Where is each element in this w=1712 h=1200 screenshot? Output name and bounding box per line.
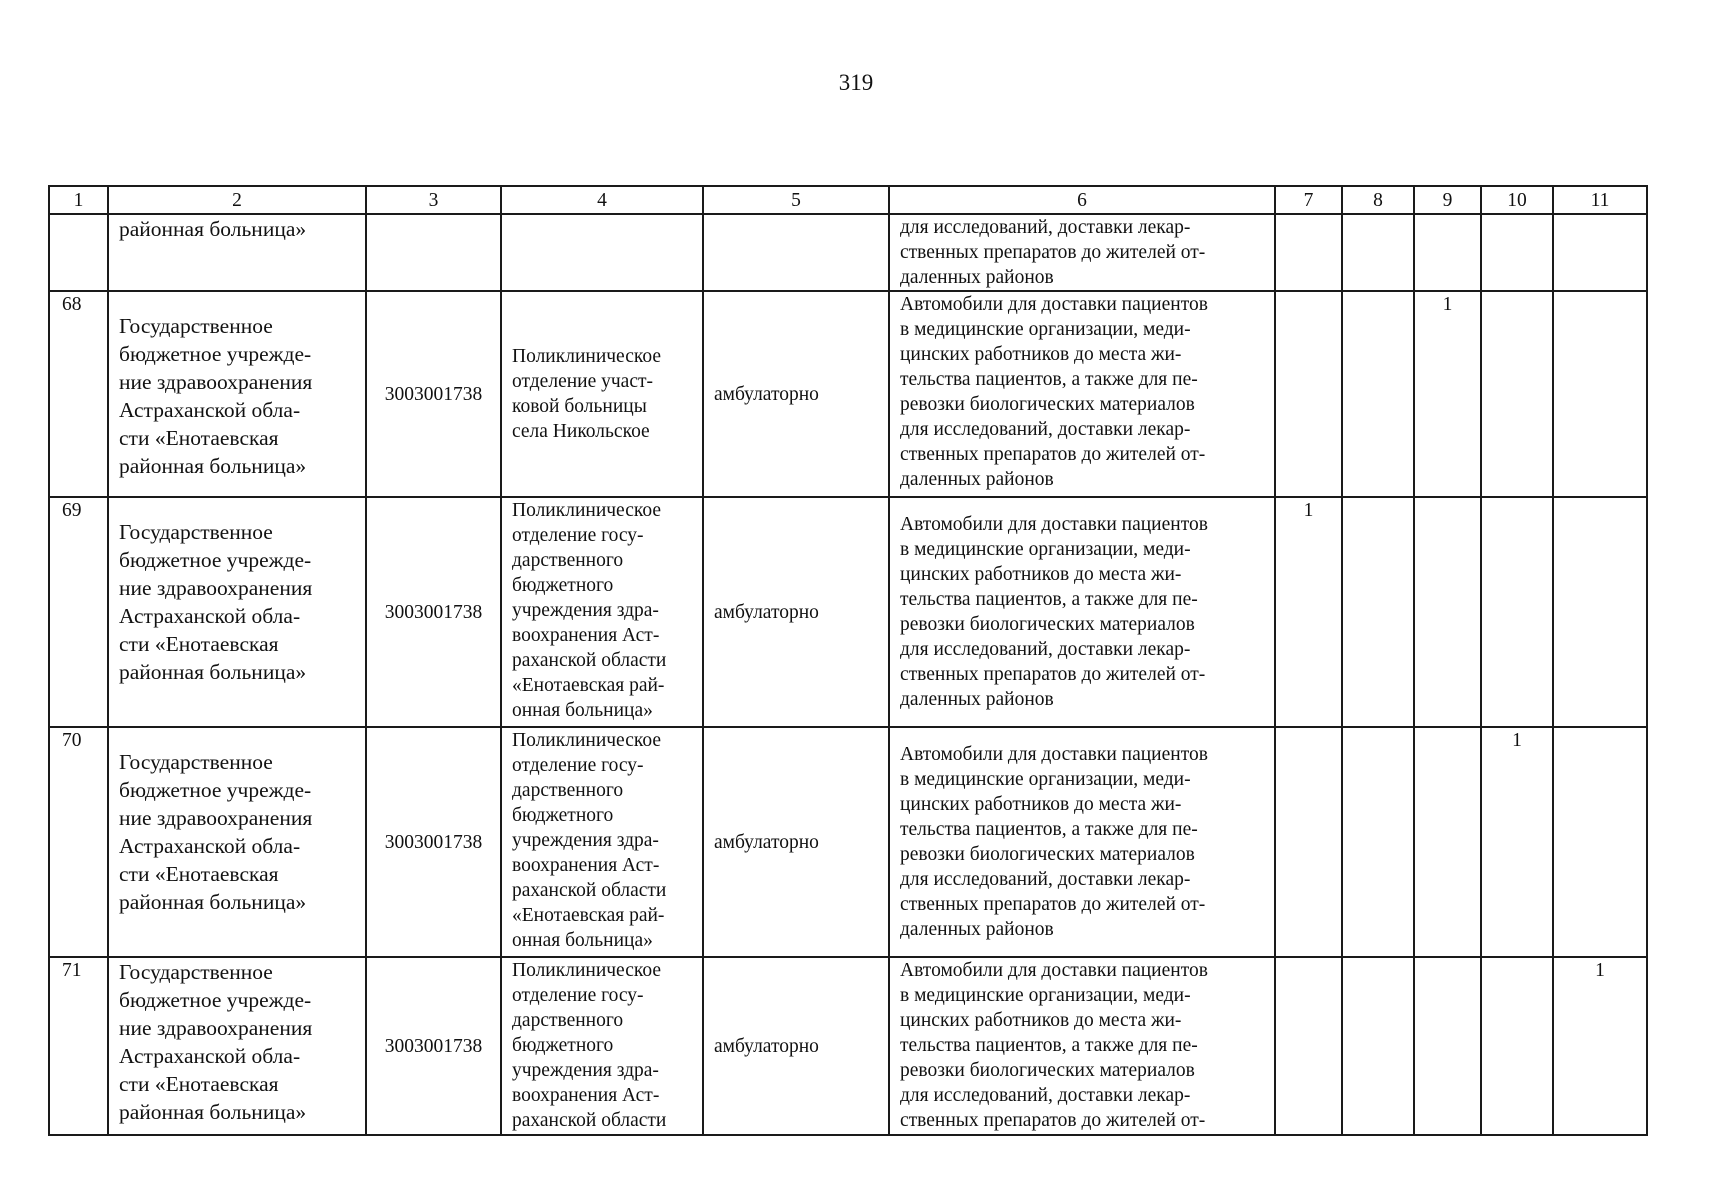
count-cell-11: 1 bbox=[1553, 957, 1647, 1135]
column-header-11: 11 bbox=[1553, 186, 1647, 214]
purpose-cell: Автомобили для доставки пациентов в медицинские организации, меди- цинских работников до места жи- тельства пациентов, а также для пе- ревозки биологических материалов для исследований, доставки лекар- ственных препаратов до жителей от- даленных районов bbox=[889, 497, 1275, 727]
column-header-7: 7 bbox=[1275, 186, 1342, 214]
count-cell-9 bbox=[1414, 214, 1481, 291]
organization-cell: Государственное бюджетное учрежде- ние здравоохранения Астраханской обла- сти «Енотаевская районная больница» bbox=[108, 291, 366, 497]
department-cell bbox=[501, 214, 703, 291]
column-header-5: 5 bbox=[703, 186, 889, 214]
row-number-cell: 70 bbox=[49, 727, 108, 957]
organization-cell: Государственное бюджетное учрежде- ние здравоохранения Астраханской обла- сти «Енотаевская районная больница» bbox=[108, 497, 366, 727]
continuation-row bbox=[49, 214, 1647, 291]
organization-cell: районная больница» bbox=[108, 214, 366, 291]
table-row bbox=[49, 727, 1647, 957]
count-cell-10 bbox=[1481, 497, 1553, 727]
count-cell-8 bbox=[1342, 497, 1414, 727]
count-cell-10 bbox=[1481, 957, 1553, 1135]
inn-cell: 3003001738 bbox=[366, 727, 501, 957]
care-form-cell: амбулаторно bbox=[703, 497, 889, 727]
column-header-6: 6 bbox=[889, 186, 1275, 214]
count-cell-10 bbox=[1481, 214, 1553, 291]
department-cell: Поликлиническое отделение госу- дарственного бюджетного учреждения здра- воохранения Аст- раханской области «Енотаевская рай- онная больница» bbox=[501, 497, 703, 727]
page-number: 319 bbox=[838, 70, 874, 95]
count-cell-11 bbox=[1553, 727, 1647, 957]
count-cell-8 bbox=[1342, 727, 1414, 957]
row-number-cell: 71 bbox=[49, 957, 108, 1135]
organization-cell: Государственное бюджетное учрежде- ние здравоохранения Астраханской обла- сти «Енотаевская районная больница» bbox=[108, 957, 366, 1135]
inn-cell: 3003001738 bbox=[366, 291, 501, 497]
care-form-cell: амбулаторно bbox=[703, 727, 889, 957]
department-cell: Поликлиническое отделение госу- дарственного бюджетного учреждения здра- воохранения Аст- раханской области bbox=[501, 957, 703, 1135]
column-header-2: 2 bbox=[108, 186, 366, 214]
inn-cell: 3003001738 bbox=[366, 957, 501, 1135]
count-cell-9: 1 bbox=[1414, 291, 1481, 497]
table-row bbox=[49, 291, 1647, 497]
vehicle-allocation-table bbox=[48, 185, 1648, 1136]
count-cell-11 bbox=[1553, 291, 1647, 497]
count-cell-8 bbox=[1342, 214, 1414, 291]
count-cell-9 bbox=[1414, 497, 1481, 727]
count-cell-7: 1 bbox=[1275, 497, 1342, 727]
column-header-3: 3 bbox=[366, 186, 501, 214]
row-number-cell: 68 bbox=[49, 291, 108, 497]
count-cell-7 bbox=[1275, 291, 1342, 497]
purpose-cell: Автомобили для доставки пациентов в медицинские организации, меди- цинских работников до места жи- тельства пациентов, а также для пе- ревозки биологических материалов для исследований, доставки лекар- ственных препаратов до жителей от- даленных районов bbox=[889, 291, 1275, 497]
purpose-cell: Автомобили для доставки пациентов в медицинские организации, меди- цинских работников до места жи- тельства пациентов, а также для пе- ревозки биологических материалов для исследований, доставки лекар- ственных препаратов до жителей от- даленных районов bbox=[889, 727, 1275, 957]
count-cell-7 bbox=[1275, 214, 1342, 291]
column-header-8: 8 bbox=[1342, 186, 1414, 214]
count-cell-11 bbox=[1553, 214, 1647, 291]
header-row bbox=[49, 186, 1647, 214]
count-cell-10 bbox=[1481, 291, 1553, 497]
care-form-cell bbox=[703, 214, 889, 291]
count-cell-7 bbox=[1275, 957, 1342, 1135]
column-header-10: 10 bbox=[1481, 186, 1553, 214]
count-cell-9 bbox=[1414, 957, 1481, 1135]
row-number-cell: 69 bbox=[49, 497, 108, 727]
inn-cell: 3003001738 bbox=[366, 497, 501, 727]
count-cell-11 bbox=[1553, 497, 1647, 727]
department-cell: Поликлиническое отделение участ- ковой больницы села Никольское bbox=[501, 291, 703, 497]
purpose-cell: для исследований, доставки лекар- ственных препаратов до жителей от- даленных районов bbox=[889, 214, 1275, 291]
column-header-4: 4 bbox=[501, 186, 703, 214]
table-row bbox=[49, 957, 1647, 1135]
count-cell-7 bbox=[1275, 727, 1342, 957]
table-row bbox=[49, 497, 1647, 727]
column-header-9: 9 bbox=[1414, 186, 1481, 214]
department-cell: Поликлиническое отделение госу- дарственного бюджетного учреждения здра- воохранения Аст- раханской области «Енотаевская рай- онная больница» bbox=[501, 727, 703, 957]
organization-cell: Государственное бюджетное учрежде- ние здравоохранения Астраханской обла- сти «Енотаевская районная больница» bbox=[108, 727, 366, 957]
column-header-1: 1 bbox=[49, 186, 108, 214]
count-cell-10: 1 bbox=[1481, 727, 1553, 957]
count-cell-8 bbox=[1342, 957, 1414, 1135]
count-cell-8 bbox=[1342, 291, 1414, 497]
care-form-cell: амбулаторно bbox=[703, 291, 889, 497]
care-form-cell: амбулаторно bbox=[703, 957, 889, 1135]
row-number-cell bbox=[49, 214, 108, 291]
inn-cell bbox=[366, 214, 501, 291]
purpose-cell: Автомобили для доставки пациентов в медицинские организации, меди- цинских работников до места жи- тельства пациентов, а также для пе- ревозки биологических материалов для исследований, доставки лекар- ственных препаратов до жителей от- bbox=[889, 957, 1275, 1135]
count-cell-9 bbox=[1414, 727, 1481, 957]
